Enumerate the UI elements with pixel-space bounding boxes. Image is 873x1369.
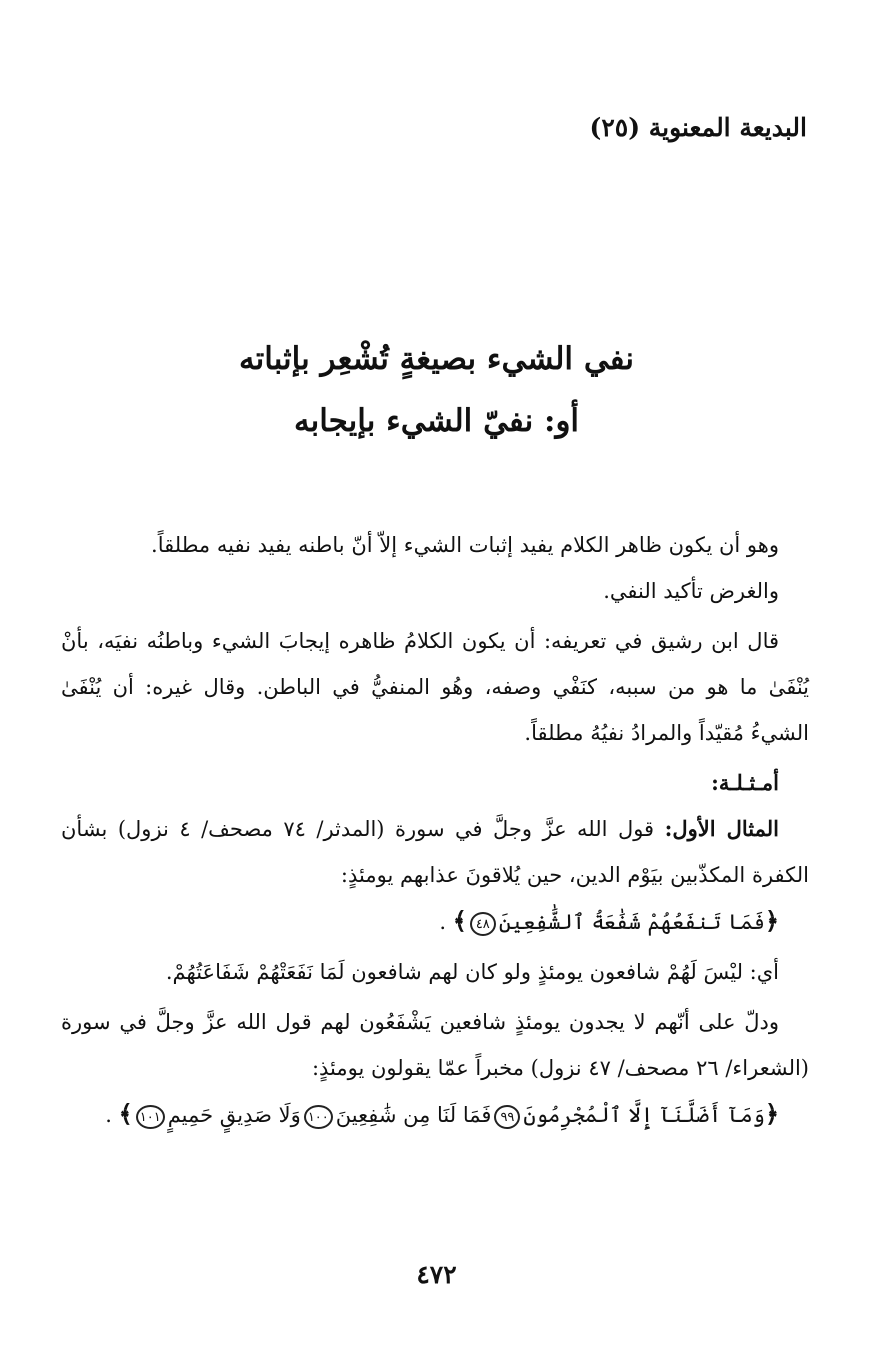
running-header: البديعة المعنوية (٢٥): [589, 113, 807, 142]
verse-2-part-2: فَمَا لَنَا مِن شَٰفِعِينَ: [335, 1103, 492, 1127]
verse-open-bracket: ﴿: [764, 1099, 779, 1128]
verse-open-bracket: ﴿: [764, 906, 779, 935]
section-title-line-1: نفي الشيء بصيغةٍ تُشْعِر بإثباته: [239, 341, 634, 377]
verse-1-text: فَمَا تَنفَعُهُمْ شَفَٰعَةُ ٱلشَّٰفِعِينَ: [498, 910, 765, 934]
page-number: ٤٧٢: [416, 1260, 457, 1289]
explanation-paragraph: أي: ليْسَ لَهُمْ شافعون يومئذٍ ولو كان لهم شافعون لَمَا نَفَعَتْهُمْ شَفَاعَتُهُمْ.: [165, 960, 779, 984]
quran-verse-2: [61, 1091, 809, 1138]
purpose-paragraph: والغرض تأكيد النفي.: [603, 579, 779, 603]
example-1-text: قول الله عزَّ وجلَّ في سورة (المدثر/ ٧٤ مصحف/ ٤ نزول) بشأن الكفرة المكذّبين بيَوْم الدين، حين يُلاقونَ عذابهم يومئذٍ:: [61, 817, 809, 887]
section-title-line-2: أو: نفيّ الشيء بإيجابه: [293, 403, 580, 439]
examples-heading: أمـثـلـة:: [711, 770, 779, 795]
ayah-number-marker: ١٠٠: [304, 1105, 333, 1129]
verse-1-end: .: [439, 910, 447, 934]
ayah-number-marker: ١٠١: [136, 1105, 165, 1129]
quran-verse-1: [61, 898, 809, 945]
verse-2-part-1: وَمَآ أَضَلَّنَآ إِلَّا ٱلْمُجْرِمُونَ: [523, 1103, 765, 1127]
ibn-rashiq-paragraph: قال ابن رشيق في تعريفه: أن يكون الكلامُ ظاهره إيجابَ الشيء وباطنُه نفيَه، بأنْ يُنْفَىٰ ما هو من سببه، كنَفْي وصفه، وهُو المنفيُّ في الباطن. وقال غيره: أن يُنْفَىٰ الشيءُ مُقيّداً والمرادُ نفيُهُ مطلقاً.: [61, 629, 809, 745]
verse-close-bracket: ﴾: [452, 906, 467, 935]
ayah-number-marker: ٩٩: [494, 1105, 520, 1129]
body-text: [61, 522, 809, 1138]
example-1-label: المثال الأول:: [664, 816, 780, 841]
evidence-paragraph: ودلّ على أنّهم لا يجدون يومئذٍ شافعين يَشْفَعُون لهم قول الله عزَّ وجلَّ في سورة (الشعراء/ ٢٦ مصحف/ ٤٧ نزول) مخبراً عمّا يقولون يومئذٍ:: [61, 1010, 809, 1080]
verse-2-end: .: [105, 1103, 112, 1127]
verse-2-part-3: وَلَا صَدِيقٍ حَمِيمٍ: [167, 1103, 301, 1127]
section-title: [0, 328, 873, 452]
verse-close-bracket: ﴾: [118, 1099, 133, 1128]
ayah-number-marker: ٤٨: [470, 912, 496, 936]
definition-paragraph: وهو أن يكون ظاهر الكلام يفيد إثبات الشيء إلاّ أنّ باطنه يفيد نفيه مطلقاً.: [151, 533, 779, 557]
example-1-paragraph: [61, 806, 809, 898]
